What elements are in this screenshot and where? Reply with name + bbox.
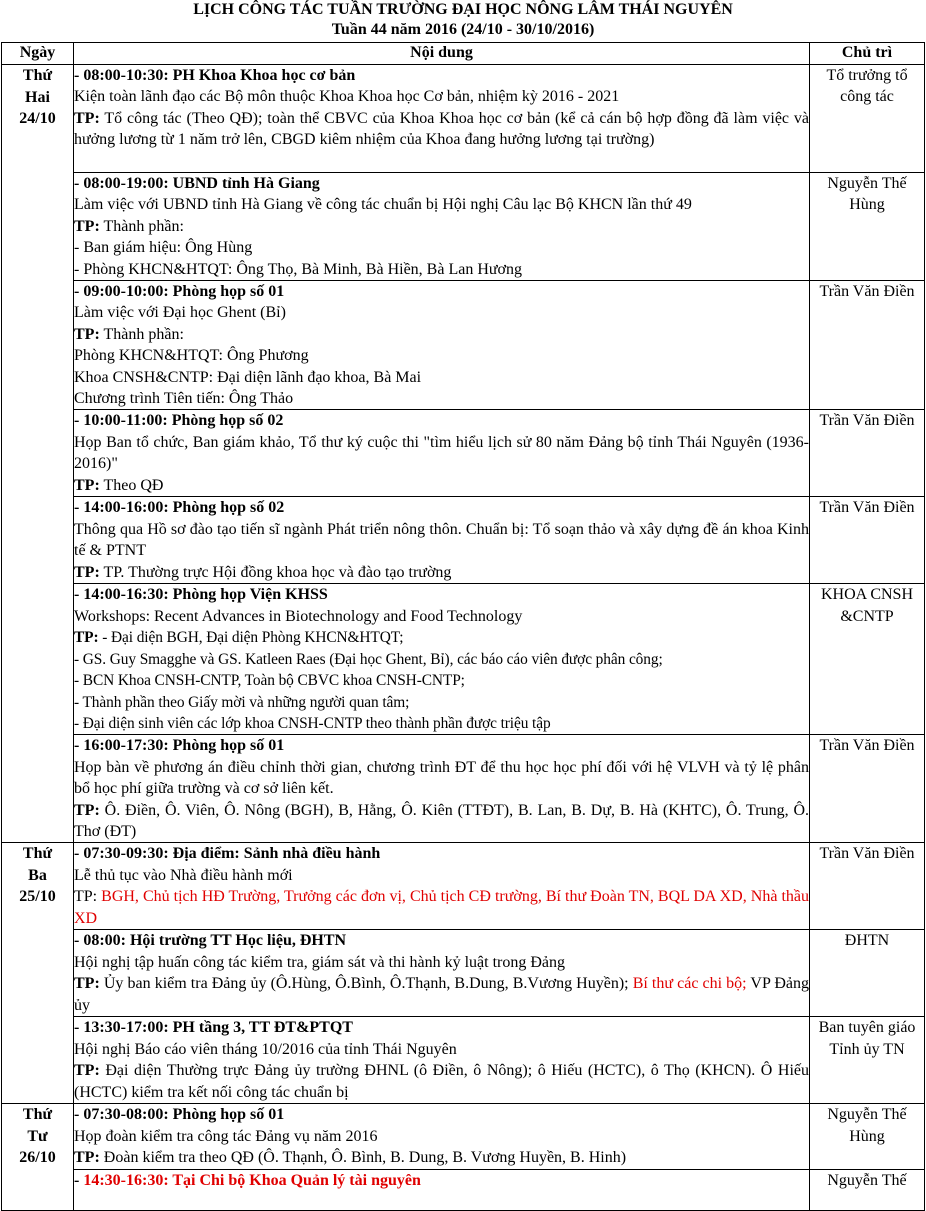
- event-host: Trần Văn Điền: [810, 410, 925, 497]
- table-row: [2, 1017, 925, 1104]
- event-heading: - 08:00-19:00: UBND tỉnh Hà Giang: [74, 175, 320, 192]
- event-description: Làm việc với Đại học Ghent (Bỉ): [74, 304, 286, 322]
- event-participants: TP: Tổ công tác (Theo QĐ); toàn thể CBVC của Khoa Khoa học cơ bản (kể cả cán bộ hợp đồng đã làm việc và hưởng lương từ 1 năm trở lên, CBGD kiêm nhiệm của Khoa đang hưởng lương tại trường): [74, 109, 809, 149]
- event-description: Họp đoàn kiểm tra công tác Đảng vụ năm 2016: [74, 1127, 378, 1145]
- table-row: [2, 584, 925, 735]
- event-participants: TP: Đoàn kiểm tra theo QĐ (Ô. Thạnh, Ô. Bình, B. Dung, B. Vương Huyền, B. Hinh): [74, 1149, 627, 1167]
- event-description: Kiện toàn lãnh đạo các Bộ môn thuộc Khoa Khoa học Cơ bản, nhiệm kỳ 2016 - 2021: [74, 88, 620, 106]
- event-participants: TP: BGH, Chủ tịch HĐ Trường, Trưởng các đơn vị, Chủ tịch CĐ trường, Bí thư Đoàn TN, BQL DA XD, Nhà thầu XD: [74, 888, 809, 927]
- event-content: [74, 1017, 810, 1104]
- event-host: Ban tuyên giáo Tỉnh ủy TN: [810, 1017, 925, 1104]
- column-header-day: Ngày: [2, 43, 74, 65]
- event-line: Chương trình Tiên tiến: Ông Thảo: [74, 390, 294, 408]
- event-content: [74, 410, 810, 497]
- page-header: [0, 0, 926, 41]
- day-cell-monday: Thứ Hai 24/10: [2, 65, 74, 843]
- event-description: Họp Ban tổ chức, Ban giám khảo, Tổ thư ký cuộc thi "tìm hiểu lịch sử 80 năm Đảng bộ tỉnh Thái Nguyên (1936-2016)": [74, 433, 809, 473]
- event-content: [74, 930, 810, 1017]
- event-host: Trần Văn Điền: [810, 735, 925, 843]
- event-description: Workshops: Recent Advances in Biotechnology and Food Technology: [74, 607, 523, 625]
- column-header-host: Chủ trì: [810, 43, 925, 65]
- event-content: [74, 843, 810, 930]
- event-line: Khoa CNSH&CNTP: Đại diện lãnh đạo khoa, Bà Mai: [74, 368, 422, 386]
- event-content: [74, 735, 810, 843]
- schedule-table: [1, 42, 925, 1211]
- event-heading: - 07:30-09:30: Địa điểm: Sảnh nhà điều hành: [74, 845, 381, 863]
- table-row: [2, 1170, 925, 1211]
- event-host: Trần Văn Điền: [810, 281, 925, 410]
- event-heading: - 08:00: Hội trường TT Học liệu, ĐHTN: [74, 932, 347, 950]
- event-participants: TP: - Đại diện BGH, Đại diện Phòng KHCN&HTQT;: [74, 629, 404, 647]
- event-host: KHOA CNSH &CNTP: [810, 584, 925, 735]
- event-participants: TP: Theo QĐ: [74, 476, 164, 494]
- event-content: [74, 1170, 810, 1211]
- week-range: Tuần 44 năm 2016 (24/10 - 30/10/2016): [331, 21, 595, 38]
- event-host: Trần Văn Điền: [810, 497, 925, 584]
- event-host: Nguyễn Thế Hùng: [810, 1104, 925, 1170]
- table-header-row: [2, 43, 925, 65]
- event-description: Họp bàn về phương án điều chỉnh thời gian, chương trình ĐT để thu học học phí đối với hệ VLVH và tỷ lệ phân bổ học phí giữa trường và cơ sở liên kết.: [74, 758, 809, 798]
- event-line: - BCN Khoa CNSH-CNTP, Toàn bộ CBVC khoa CNSH-CNTP;: [74, 672, 465, 690]
- event-participants: TP: Đại diện Thường trực Đảng ủy trường ĐHNL (ô Điền, ô Nông); ô Hiếu (HCTC), ô Thọ (KHCN). Ô Hiếu (HCTC) kiểm tra kết nối công tác chuẩn bị: [74, 1062, 809, 1101]
- event-content: [74, 173, 810, 281]
- event-host: ĐHTN: [810, 930, 925, 1017]
- table-row: [2, 1104, 925, 1170]
- event-description: Thông qua Hồ sơ đào tạo tiến sĩ ngành Phát triển nông thôn. Chuẩn bị: Tổ soạn thảo và xây dựng đề án khoa Kinh tế & PTNT: [74, 520, 809, 560]
- event-participants: TP: Ô. Điền, Ô. Viên, Ô. Nông (BGH), B, Hằng, Ô. Kiên (TTĐT), B. Lan, B. Dự, B. Hà (KHTC), Ô. Trung, Ô. Thơ (ĐT): [74, 801, 809, 840]
- event-heading: - 10:00-11:00: Phòng họp số 02: [74, 412, 284, 430]
- event-heading: - 14:00-16:00: Phòng họp số 02: [74, 499, 285, 517]
- table-row: [2, 930, 925, 1017]
- event-host: Trần Văn Điền: [810, 843, 925, 930]
- event-line: - GS. Guy Smagghe và GS. Katleen Raes (Đại học Ghent, Bỉ), các báo cáo viên được phân công;: [74, 650, 663, 668]
- event-heading: - 16:00-17:30: Phòng họp số 01: [74, 737, 285, 755]
- day-cell-wednesday: Thứ Tư 26/10: [2, 1104, 74, 1211]
- event-content: [74, 584, 810, 735]
- table-row: [2, 735, 925, 843]
- event-description: Hội nghị tập huấn công tác kiểm tra, giám sát và thi hành kỷ luật trong Đảng: [74, 953, 565, 971]
- table-row: [2, 410, 925, 497]
- table-row: [2, 843, 925, 930]
- event-heading: - 08:00-10:30: PH Khoa Khoa học cơ bản: [74, 67, 356, 84]
- event-heading: - 14:00-16:30: Phòng họp Viện KHSS: [74, 586, 328, 604]
- table-row: [2, 281, 925, 410]
- event-host: Nguyễn Thế Hùng: [810, 173, 925, 281]
- event-heading: - 09:00-10:00: Phòng họp số 01: [74, 283, 285, 301]
- event-participants: TP: Thành phần:: [74, 217, 184, 235]
- column-header-content: Nội dung: [74, 43, 810, 65]
- event-host: Nguyễn Thế: [810, 1170, 925, 1211]
- event-line: - Ban giám hiệu: Ông Hùng: [74, 239, 253, 257]
- event-participants: TP: TP. Thường trực Hội đồng khoa học và đào tạo trường: [74, 563, 452, 581]
- event-content: [74, 281, 810, 410]
- event-heading: - 07:30-08:00: Phòng họp số 01: [74, 1106, 285, 1124]
- event-description: Lễ thủ tục vào Nhà điều hành mới: [74, 866, 293, 884]
- event-heading: - 14:30-16:30: Tại Chi bộ Khoa Quản lý tài nguyên: [74, 1172, 421, 1190]
- event-line: - Phòng KHCN&HTQT: Ông Thọ, Bà Minh, Bà Hiền, Bà Lan Hương: [74, 260, 523, 278]
- event-line: - Thành phần theo Giấy mời và những người quan tâm;: [74, 693, 410, 711]
- event-line: - Đại diện sinh viên các lớp khoa CNSH-CNTP theo thành phần được triệu tập: [74, 714, 551, 732]
- event-participants: TP: Ủy ban kiểm tra Đảng ủy (Ô.Hùng, Ô.Bình, Ô.Thạnh, B.Dung, B.Vương Huyền); Bí thư các chi bộ; VP Đảng ủy: [74, 975, 810, 1014]
- event-description: Làm việc với UBND tỉnh Hà Giang về công tác chuẩn bị Hội nghị Câu lạc Bộ KHCN lần thứ 49: [74, 196, 692, 214]
- event-heading: - 13:30-17:00: PH tầng 3, TT ĐT&PTQT: [74, 1019, 353, 1037]
- event-participants: TP: Thành phần:: [74, 325, 184, 343]
- event-host: Tổ trưởng tổ công tác: [810, 65, 925, 173]
- event-line: Phòng KHCN&HTQT: Ông Phương: [74, 347, 309, 365]
- table-row: [2, 497, 925, 584]
- event-content: [74, 1104, 810, 1170]
- event-content: [74, 65, 810, 173]
- day-cell-tuesday: Thứ Ba 25/10: [2, 843, 74, 1104]
- table-row: [2, 65, 925, 173]
- event-description: Hội nghị Báo cáo viên tháng 10/2016 của tỉnh Thái Nguyên: [74, 1040, 457, 1058]
- event-content: [74, 497, 810, 584]
- page-title: LỊCH CÔNG TÁC TUẦN TRƯỜNG ĐẠI HỌC NÔNG LÂM THÁI NGUYÊN: [193, 1, 733, 18]
- table-row: [2, 173, 925, 281]
